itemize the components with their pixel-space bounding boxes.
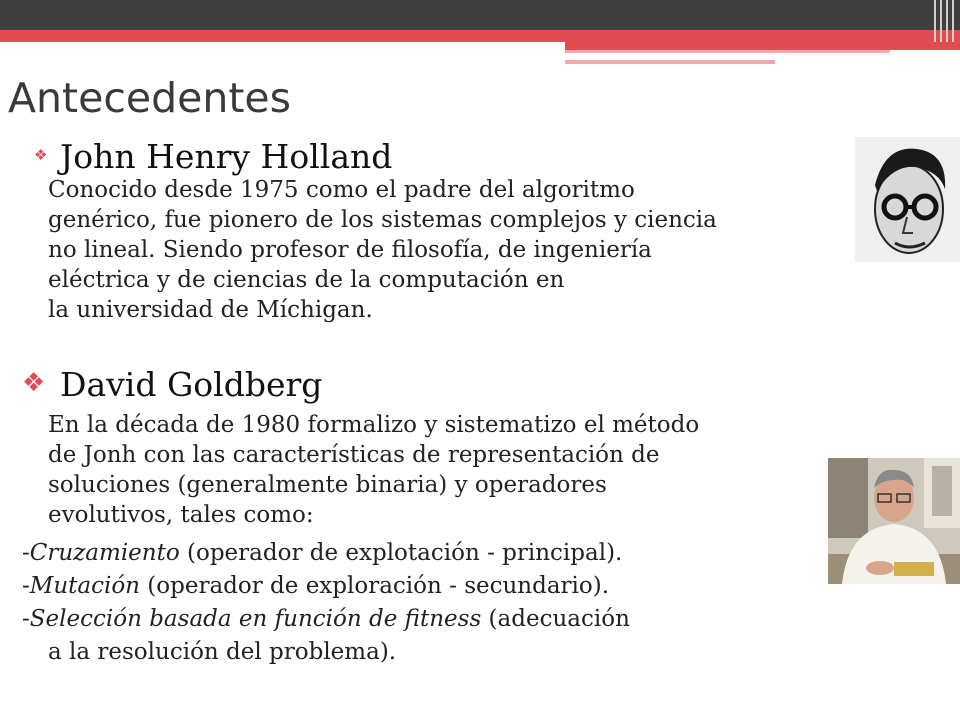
list-item-continuation: a la resolución del problema). [48,639,397,665]
text-line: genérico, fue pionero de los sistemas complejos y ciencia [48,207,717,233]
diamond-bullet-icon: ❖ [22,368,46,398]
corner-lines [932,0,960,42]
item-dash: - [22,540,30,566]
list-item [22,537,630,570]
accent-line-light-short [565,60,775,64]
item-term: Mutación [29,573,140,599]
item-description: (adecuación [481,606,630,632]
operator-list [22,537,630,669]
item-term: Selección basada en función de fitness [29,606,482,632]
text-line: eléctrica y de ciencias de la computación en [48,267,565,293]
holland-description [48,175,717,325]
item-description: (operador de exploración - secundario). [140,573,610,599]
text-line: evolutivos, tales como: [48,502,314,528]
goldberg-portrait-image [828,458,960,584]
holland-portrait-image [855,137,960,262]
section-heading-holland: John Henry Holland [60,137,393,176]
item-dash: - [22,606,30,632]
text-line: soluciones (generalmente binaria) y operadores [48,472,607,498]
list-item [22,603,630,636]
list-item [22,570,630,603]
diamond-bullet-icon: ❖ [34,146,48,164]
accent-line-light [565,50,890,53]
item-term: Cruzamiento [29,540,180,566]
slide-title: Antecedentes [8,74,291,122]
text-line: Conocido desde 1975 como el padre del algoritmo [48,177,635,203]
accent-stripe-short [565,42,960,50]
top-bar [0,0,960,30]
text-line: de Jonh con las características de representación de [48,442,660,468]
goldberg-description [48,410,699,530]
text-line: la universidad de Míchigan. [48,297,373,323]
item-dash: - [22,573,30,599]
text-line: En la década de 1980 formalizo y sistematizo el método [48,412,700,438]
text-line: no lineal. Siendo profesor de filosofía, de ingeniería [48,237,652,263]
section-heading-goldberg: David Goldberg [60,365,323,404]
item-description: (operador de explotación - principal). [179,540,623,566]
accent-stripe [0,30,960,42]
